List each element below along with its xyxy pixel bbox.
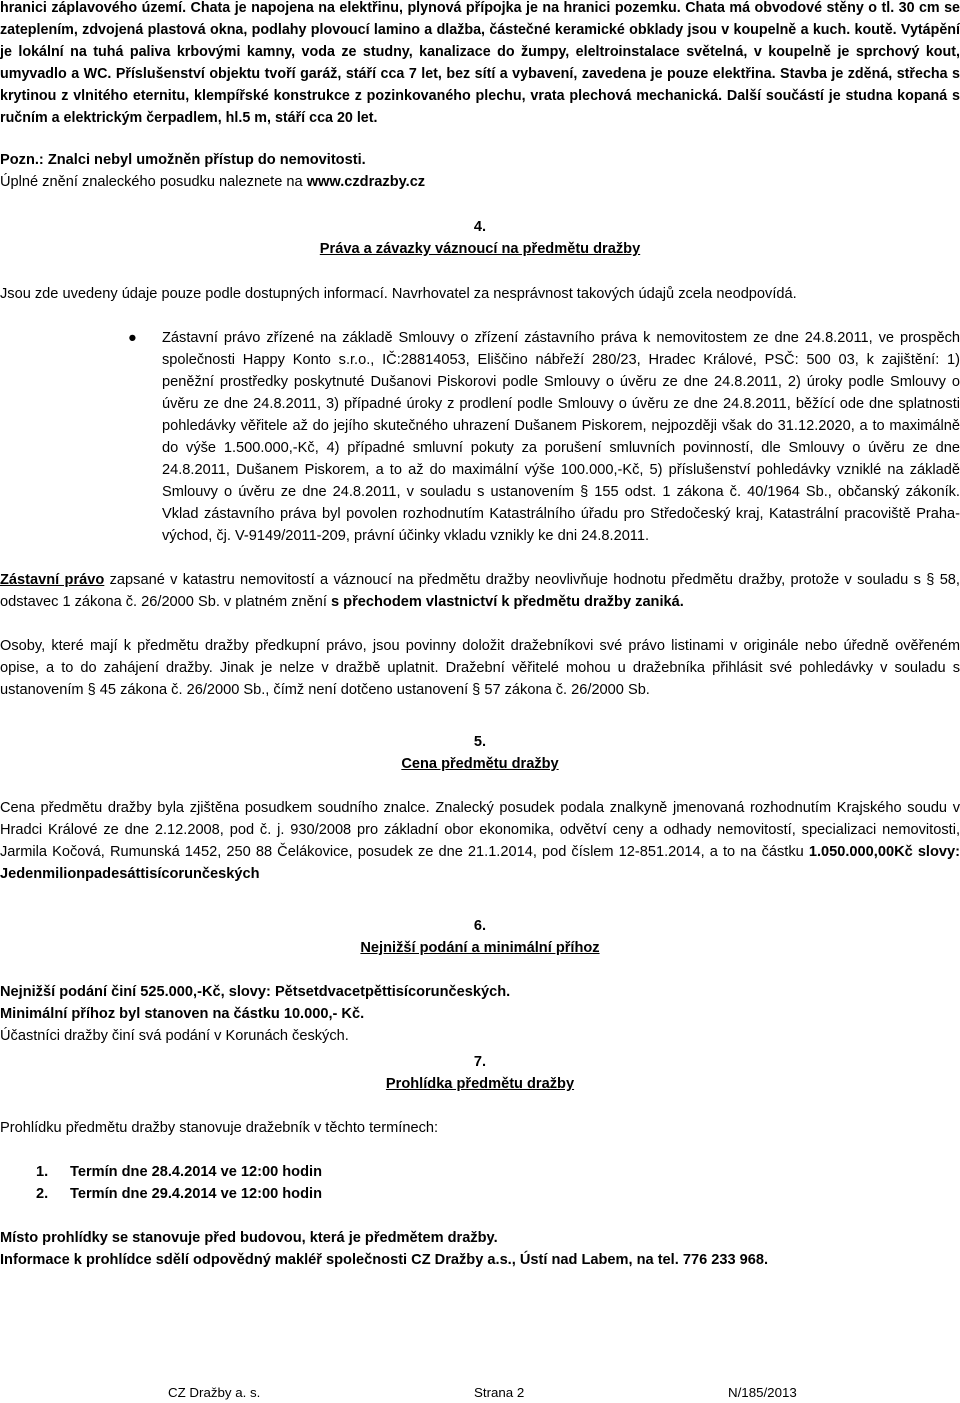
term-text: Termín dne 29.4.2014 ve 12:00 hodin [70,1186,322,1202]
section-4-number: 4. [473,219,487,235]
note-line [0,149,960,171]
term-number: 1. [36,1164,49,1180]
term-text: Termín dne 28.4.2014 ve 12:00 hodin [70,1164,322,1180]
section-6-title [0,937,960,959]
section-7-number: 7. [473,1054,487,1070]
lien-text: Zástavní právo zřízené na základě Smlouvy o zřízení zástavního práva k nemovitostem ze dne 24.8.2011, ve prospěch společnosti Happy Konto s.r.o., IČ:28814053, Eliščino nábřeží 280/23, Hradec Králové, PSČ: 500 03, k zajištění: 1) peněžní prostředky poskytnuté Dušanovi Piskorovi podle Smlouvy o úvěru ze dne 24.8.2011, 2) úroky podle Smlouvy o úvěru ze dne 24.8.2011, 3) případné úroky z prodlení podle Smlouvy o úvěru ze dne 24.8.2011, běžící ode dne splatnosti pohledávky věřitele až do jejího skutečného uhrazení Dušanem Piskorem, nejpozději však do 31.12.2020, a to maximálně do výše 1.500.000,-Kč, 4) případné smluvní pokuty za porušení smluvních povinností, dle Smlouvy o úvěru ze dne 24.8.2011, Dušanem Piskorem, a to až do maximální výše 100.000,-Kč, 5) příslušenství pohledávky vzniklé na základě Smlouvy o úvěru ze dne 24.8.2011, v souladu s ustanovením § 155 odst. 1 zákona č. 40/1964 Sb., občanský zákoník. Vklad zástavního práva byl povolen rozhodnutím Katastrálního úřadu pro Středočeský kraj, Katastrální pracoviště Praha-východ, čj. V-9149/2011-209, právní účinky vkladu vznikly ke dni 24.8.2011. [162,330,960,544]
lien-list-item [0,327,960,547]
section-7-title [0,1073,960,1095]
lien-effect-bold: Zástavní právo [0,572,105,588]
inspection-info: Informace k prohlídce sdělí odpovědný makléř společnosti CZ Dražby a.s., Ústí nad Labem, na tel. 776 233 968. [0,1252,769,1268]
price-text: Cena předmětu dražby byla zjištěna posudkem soudního znalce. Znalecký posudek podala znalkyně jmenovaná rozhodnutím Krajského soudu v Hradci Králové ze dne 2.12.2008, pod č. j. 930/2008 pro základní obor ekonomika, odvětví ceny a odhady nemovitostí, specializaci nemovitosti, Jarmila Kočová, Rumunská 1452, 250 88 Čelákovice, posudek ze dne 21.1.2014, pod číslem 12-851.2014, a to na částku [0,800,960,860]
section-5-title [0,753,960,775]
section-6-title-text: Nejnižší podání a minimální příhoz [360,940,600,956]
footer-page-number: Strana 2 [474,1385,525,1400]
price-amount: 1.050.000,00Kč slovy: Jedenmilionpadesáttisícorunčeských [0,844,960,882]
inspection-term [0,1183,960,1205]
term-number: 2. [36,1186,49,1202]
czdrazby-link[interactable]: www.czdrazby.cz [306,174,426,190]
lowest-bid-line: Nejnižší podání činí 525.000,-Kč, slovy: Pětsetdvacetpěttisícorunčeských. [0,984,511,1000]
section-4-lead: Jsou zde uvedeny údaje pouze podle dostupných informací. Navrhovatel za nesprávnost takových údajů zcela neodpovídá. [0,286,797,302]
section-6-number: 6. [473,918,487,934]
note-text: : Znalci nebyl umožněn přístup do nemovitosti. [38,152,366,168]
section-4-title-text: Práva a závazky váznoucí na předmětu dražby [319,241,641,257]
section-4-title [0,238,960,260]
min-increment-line: Minimální příhoz byl stanoven na částku 10.000,- Kč. [0,1006,365,1022]
inspection-term [0,1161,960,1183]
lien-effect-paragraph [0,569,960,613]
section-5-title-text: Cena předmětu dražby [401,756,559,772]
footer-company: CZ Dražby a. s. [168,1385,261,1400]
currency-line: Účastníci dražby činí svá podání v Korunách českých. [0,1028,349,1044]
intro-paragraph: hranici záplavového území. Chata je napojena na elektřinu, plynová přípojka je na hranici pozemku. Chata má obvodové stěny o tl. 30 cm se zateplením, zdvojená plastová okna, podlahy plovoucí lamino a dlažba, částečné keramické obklady jsou v koupelně a kuch. koutě. Vytápění je lokální na tuhá paliva krbovými kamny, voda ze studny, kanalizace do žumpy, eleltroinstalace světelná, v koupelně je sprchový kout, umyvadlo a WC. Příslušenství objektu tvoří garáž, stáří cca 7 let, bez sítí a vybavení, zavedena je pouze elektřina. Stavba je zděná, střecha s krytinou z vlnitého eternitu, klempířské konstrukce z pozinkovaného plechu, vrata plechová mechanická. Další součástí je studna kopaná s ručním a elektrickým čerpadlem, hl.5 m, stáří cca 20 let. [0,0,960,126]
preemption-paragraph: Osoby, které mají k předmětu dražby předkupní právo, jsou povinny doložit dražebníkovi své právo listinami v originále nebo úředně ověřeném opise, a to do zahájení dražby. Jinak je nelze v dražbě uplatnit. Dražební věřitelé mohou u dražebníka přihlásit své pohledávky v souladu s ustanovením § 45 zákona č. 26/2000 Sb., čímž není dotčeno ustanovení § 57 zákona č. 26/2000 Sb. [0,638,960,698]
footer-reference: N/185/2013 [728,1385,797,1400]
lien-effect-bold-end: s přechodem vlastnictví k předmětu dražby zaniká. [331,594,684,610]
section-5-number: 5. [473,734,487,750]
inspection-place: Místo prohlídky se stanovuje před budovou, která je předmětem dražby. [0,1230,498,1246]
lien-effect-text: zapsané v katastru nemovitostí a váznoucí na předmětu dražby neovlivňuje hodnotu předmětu dražby, protože v souladu s § 58, odstavec 1 zákona č. 26/2000 Sb. v platném znění [0,572,960,610]
price-paragraph [0,797,960,885]
inspection-terms-list [0,1161,960,1205]
section-7-title-text: Prohlídka předmětu dražby [385,1076,575,1092]
inspection-lead: Prohlídku předmětu dražby stanovuje dražebník v těchto termínech: [0,1120,439,1136]
note-label: Pozn. [0,152,39,168]
full-text-prefix: Úplné znění znaleckého posudku naleznete na [0,174,307,190]
full-text-line [0,171,960,193]
bullet-icon: ● [128,330,137,346]
